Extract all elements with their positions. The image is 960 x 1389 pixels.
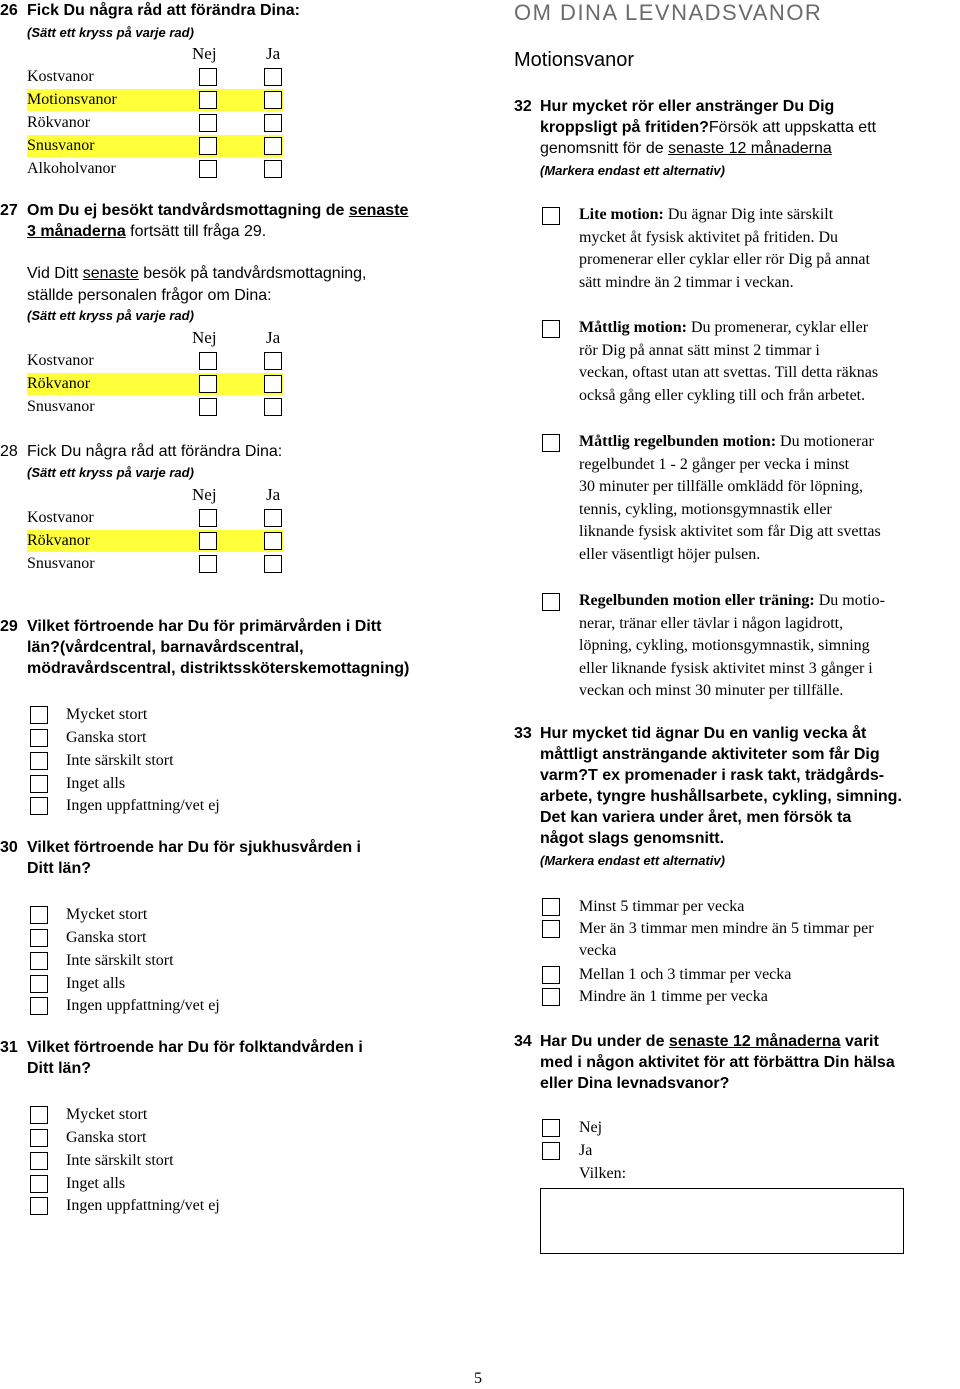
q34-which-textbox[interactable] [540, 1188, 904, 1254]
q26-alkoholvanor-yes-checkbox[interactable] [264, 160, 282, 178]
q27-row-snusvanor: Snusvanor [27, 398, 95, 415]
column-header-yes: Ja [266, 328, 281, 347]
q26-row-alkoholvanor: Alkoholvanor [27, 160, 116, 177]
q30-option-label: Mycket stort [66, 906, 148, 923]
q29-option-checkbox[interactable] [30, 729, 48, 747]
question-31-text: Vilket förtroende har Du för folktandvården i Ditt län? [27, 1039, 363, 1077]
q31-option-label: Mycket stort [66, 1106, 148, 1123]
q26-alkoholvanor-no-checkbox[interactable] [199, 160, 217, 178]
question-28-instruction: (Sätt ett kryss på varje rad) [27, 465, 194, 480]
q29-option-label: Mycket stort [66, 706, 148, 723]
question-29-text: Vilket förtroende har Du för primärvården i Ditt län?(vårdcentral, barnavårdscentral, mödravårdscentral, distriktssköterskemottagning) [27, 618, 410, 677]
q33-option-label: Mer än 3 timmar men mindre än 5 timmar per [579, 920, 874, 937]
q28-rokvanor-yes-checkbox[interactable] [264, 532, 282, 550]
q26-motionsvanor-yes-checkbox[interactable] [264, 91, 282, 109]
column-header-no: Nej [192, 44, 217, 63]
q28-row-rokvanor: Rökvanor [27, 530, 283, 552]
q30-option-label: Ganska stort [66, 929, 147, 946]
q34-option-label: Ja [579, 1142, 593, 1159]
q30-option-checkbox[interactable] [30, 906, 48, 924]
q27-rokvanor-yes-checkbox[interactable] [264, 375, 282, 393]
q30-option-label: Inte särskilt stort [66, 952, 174, 969]
q28-kostvanor-yes-checkbox[interactable] [264, 509, 282, 527]
question-31-number: 31 [0, 1039, 18, 1056]
q30-option-checkbox[interactable] [30, 929, 48, 947]
q31-option-checkbox[interactable] [30, 1106, 48, 1124]
question-26-number: 26 [0, 2, 18, 19]
q26-motionsvanor-no-checkbox[interactable] [199, 91, 217, 109]
q30-option-checkbox[interactable] [30, 975, 48, 993]
q32-option-light-checkbox[interactable] [542, 207, 560, 225]
q26-row-motionsvanor: Motionsvanor [27, 89, 283, 111]
q34-option-no-checkbox[interactable] [542, 1119, 560, 1137]
q33-option-checkbox[interactable] [542, 920, 560, 938]
q34-option-yes-checkbox[interactable] [542, 1142, 560, 1160]
q33-option-checkbox[interactable] [542, 988, 560, 1006]
q27-kostvanor-yes-checkbox[interactable] [264, 352, 282, 370]
q31-option-label: Ganska stort [66, 1129, 147, 1146]
q32-option-moderate: Måttlig motion: Du promenerar, cyklar eller rör Dig på annat sätt minst 2 timmar i veckan, oftast utan att svettas. Till detta räknas också gång eller cykling till och från arbetet. [579, 319, 879, 404]
q29-option-label: Inget alls [66, 775, 126, 792]
q26-kostvanor-yes-checkbox[interactable] [264, 68, 282, 86]
q31-option-checkbox[interactable] [30, 1175, 48, 1193]
column-header-yes: Ja [266, 44, 281, 63]
q28-snusvanor-no-checkbox[interactable] [199, 555, 217, 573]
subsection-title: Motionsvanor [514, 49, 635, 71]
q29-option-checkbox[interactable] [30, 797, 48, 815]
question-27-instruction: (Sätt ett kryss på varje rad) [27, 308, 194, 323]
q27-snusvanor-no-checkbox[interactable] [199, 398, 217, 416]
q33-option-checkbox[interactable] [542, 966, 560, 984]
q31-option-label: Inget alls [66, 1175, 126, 1192]
q29-option-label: Ingen uppfattning/vet ej [66, 797, 220, 814]
question-33-number: 33 [514, 725, 532, 742]
q31-option-checkbox[interactable] [30, 1197, 48, 1215]
q29-option-label: Inte särskilt stort [66, 752, 174, 769]
q29-option-checkbox[interactable] [30, 775, 48, 793]
question-34-text: Har Du under de senaste 12 månaderna varit med i någon aktivitet för att förbättra Din hälsa eller Dina levnadsvanor? [540, 1033, 895, 1092]
q31-option-label: Ingen uppfattning/vet ej [66, 1197, 220, 1214]
q26-rokvanor-yes-checkbox[interactable] [264, 114, 282, 132]
page-number: 5 [474, 1370, 482, 1387]
q29-option-checkbox[interactable] [30, 752, 48, 770]
q32-option-moderate-regular-checkbox[interactable] [542, 434, 560, 452]
q29-option-checkbox[interactable] [30, 706, 48, 724]
q26-row-rokvanor: Rökvanor [27, 114, 91, 131]
q26-rokvanor-no-checkbox[interactable] [199, 114, 217, 132]
q26-snusvanor-no-checkbox[interactable] [199, 137, 217, 155]
column-header-yes: Ja [266, 485, 281, 504]
q28-snusvanor-yes-checkbox[interactable] [264, 555, 282, 573]
question-33-text: Hur mycket tid ägnar Du en vanlig vecka åt måttligt ansträngande aktiviteter som får Dig varm?T ex promenader i rask takt, trädgårds- arbete, tyngre hushållsarbete, cykling, simning. Det kan variera under året, men försök ta något slags genomsnitt. [540, 725, 902, 847]
q28-kostvanor-no-checkbox[interactable] [199, 509, 217, 527]
q30-option-checkbox[interactable] [30, 952, 48, 970]
question-27-subquestion: Vid Ditt senaste besök på tandvårdsmottagning, ställde personalen frågor om Dina: [27, 265, 367, 304]
question-26-instruction: (Sätt ett kryss på varje rad) [27, 25, 194, 40]
column-header-no: Nej [192, 328, 217, 347]
question-34-number: 34 [514, 1033, 532, 1050]
question-30-text: Vilket förtroende har Du för sjukhusvården i Ditt län? [27, 839, 361, 877]
q33-option-label: Mellan 1 och 3 timmar per vecka [579, 966, 792, 983]
question-30-number: 30 [0, 839, 18, 856]
q26-row-snusvanor: Snusvanor [27, 135, 283, 157]
q32-option-moderate-regular: Måttlig regelbunden motion: Du motionerar regelbundet 1 - 2 gånger per vecka i minst 30 minuter per tillfälle omklädd för löpning, tennis, cykling, motionsgymnastik eller liknande fysisk aktivitet som får Dig att svettas eller väsentligt höjer pulsen. [579, 433, 881, 563]
question-33-instruction: (Markera endast ett alternativ) [540, 853, 725, 868]
q26-snusvanor-yes-checkbox[interactable] [264, 137, 282, 155]
q32-option-light: Lite motion: Du ägnar Dig inte särskilt mycket åt fysisk aktivitet på fritiden. Du promenerar eller cyklar eller rör Dig på annat sätt mindre än 2 timmar i veckan. [579, 206, 870, 291]
q34-which-label: Vilken: [579, 1165, 627, 1182]
q31-option-checkbox[interactable] [30, 1129, 48, 1147]
q27-snusvanor-yes-checkbox[interactable] [264, 398, 282, 416]
question-26-text: Fick Du några råd att förändra Dina: [27, 2, 300, 19]
q31-option-label: Inte särskilt stort [66, 1152, 174, 1169]
q26-row-kostvanor: Kostvanor [27, 68, 94, 85]
question-29-number: 29 [0, 618, 18, 635]
q31-option-checkbox[interactable] [30, 1152, 48, 1170]
q27-rokvanor-no-checkbox[interactable] [199, 375, 217, 393]
q26-kostvanor-no-checkbox[interactable] [199, 68, 217, 86]
q32-option-regular-training: Regelbunden motion eller träning: Du motio- nerar, tränar eller tävlar i någon lagidrott, löpning, cykling, motionsgymnastik, simning eller liknande fysisk aktivitet minst 3 gånger i veckan och minst 30 minuter per tillfälle. [579, 592, 885, 700]
q30-option-checkbox[interactable] [30, 997, 48, 1015]
q27-row-rokvanor: Rökvanor [27, 373, 283, 395]
question-32-instruction: (Markera endast ett alternativ) [540, 163, 725, 178]
question-28-text: Fick Du några råd att förändra Dina: [27, 443, 283, 460]
question-32-number: 32 [514, 98, 532, 115]
section-title: OM DINA LEVNADSVANOR [514, 0, 823, 25]
q27-row-kostvanor: Kostvanor [27, 352, 94, 369]
q33-option-label: Minst 5 timmar per vecka [579, 898, 745, 915]
question-27-text: Om Du ej besökt tandvårdsmottagning de senaste 3 månaderna fortsätt till fråga 29. [27, 202, 409, 240]
column-header-no: Nej [192, 485, 217, 504]
question-28-number: 28 [0, 443, 18, 460]
q32-option-regular-training-checkbox[interactable] [542, 593, 560, 611]
q33-option-label: Mindre än 1 timme per vecka [579, 988, 768, 1005]
q30-option-label: Inget alls [66, 975, 126, 992]
q30-option-label: Ingen uppfattning/vet ej [66, 997, 220, 1014]
q33-option-label-cont: vecka [579, 942, 617, 959]
q32-option-moderate-checkbox[interactable] [542, 320, 560, 338]
q28-row-kostvanor: Kostvanor [27, 509, 94, 526]
q27-kostvanor-no-checkbox[interactable] [199, 352, 217, 370]
q28-row-snusvanor: Snusvanor [27, 555, 95, 572]
q28-rokvanor-no-checkbox[interactable] [199, 532, 217, 550]
q29-option-label: Ganska stort [66, 729, 147, 746]
q34-option-label: Nej [579, 1119, 603, 1136]
q33-option-checkbox[interactable] [542, 898, 560, 916]
question-27-number: 27 [0, 202, 18, 219]
question-32-text: Hur mycket rör eller anstränger Du Dig kroppsligt på fritiden?Försök att uppskatta ett genomsnitt för de senaste 12 månaderna [540, 98, 877, 157]
